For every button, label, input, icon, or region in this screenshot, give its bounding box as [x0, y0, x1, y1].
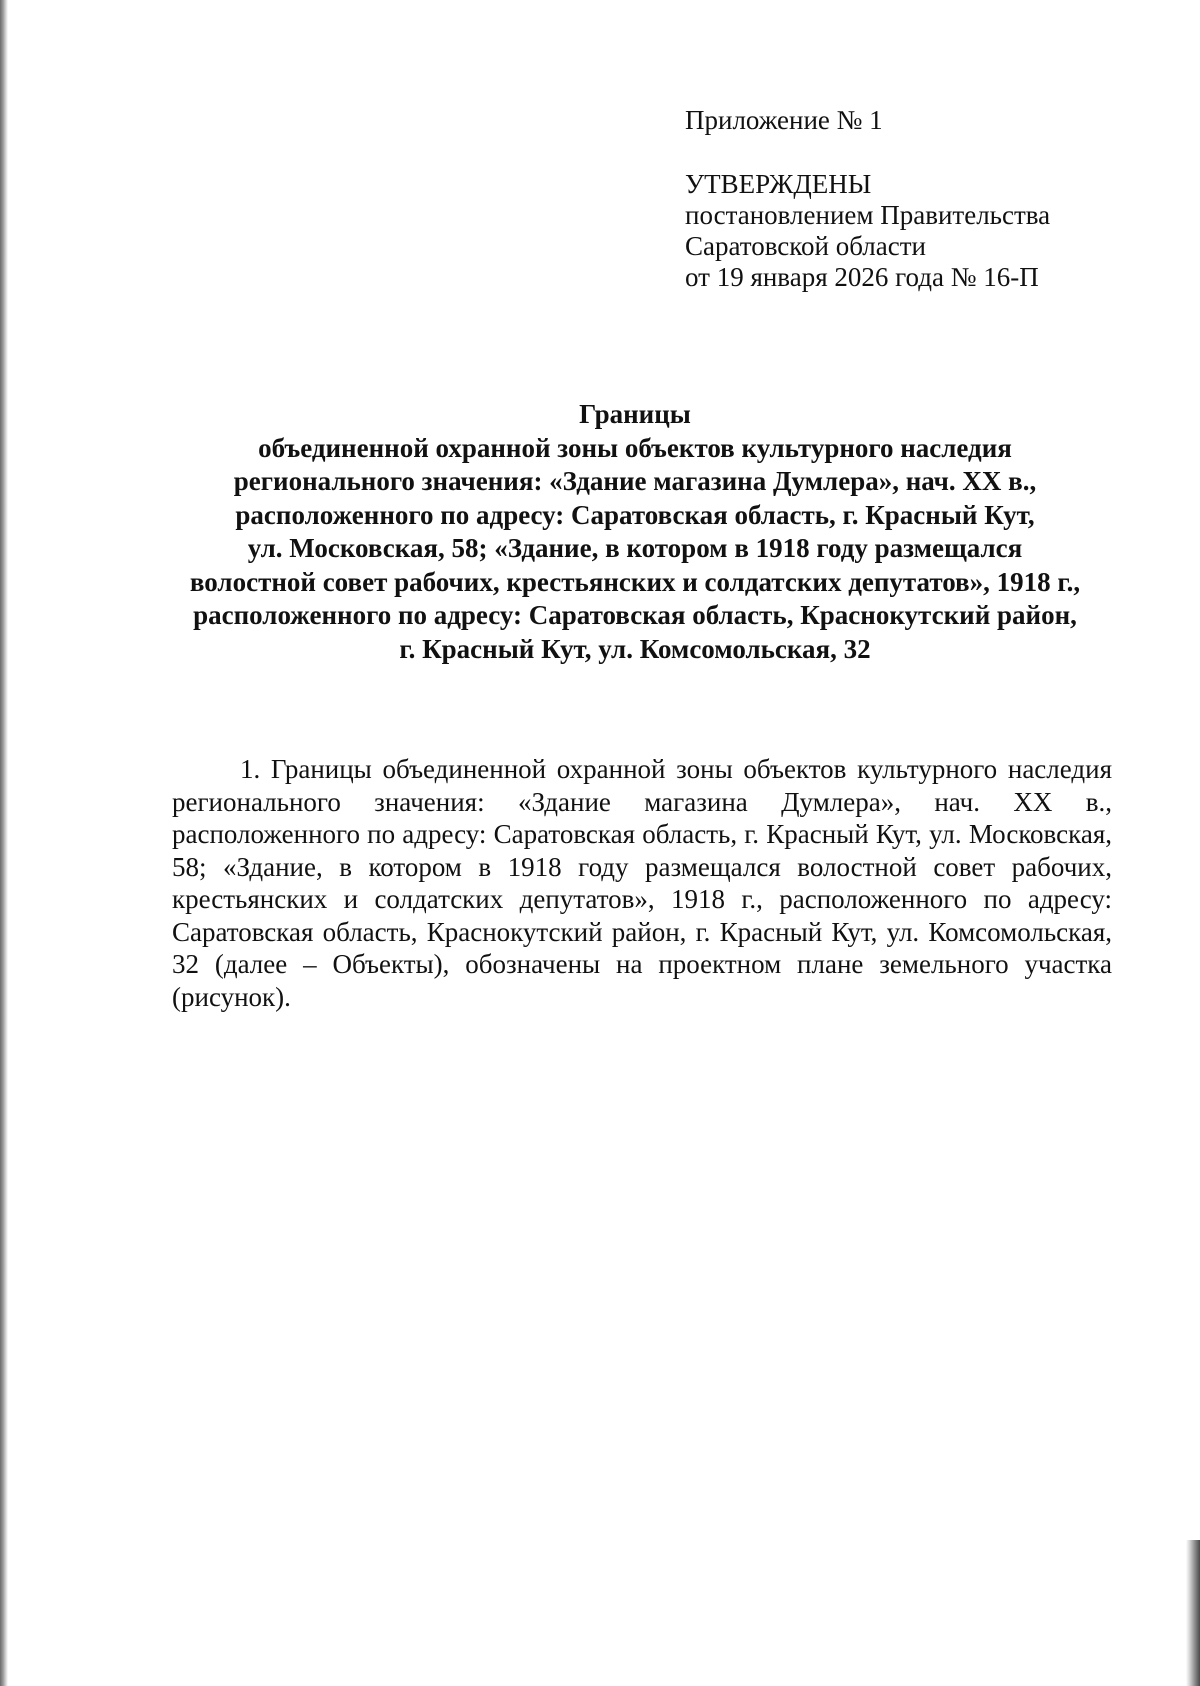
appendix-label: Приложение № 1 — [685, 105, 883, 135]
document-title — [150, 398, 1120, 666]
title-line: ул. Московская, 58; «Здание, в котором в 1918 году размещался — [247, 533, 1023, 563]
approval-block — [685, 105, 1050, 293]
approval-line: постановлением Правительства — [685, 200, 1051, 230]
title-line: регионального значения: «Здание магазина Думлера», нач. XX в., — [233, 466, 1037, 496]
title-line: расположенного по адресу: Саратовская область, Краснокутский район, — [193, 600, 1077, 630]
title-heading: Границы — [579, 399, 691, 429]
title-line: объединенной охранной зоны объектов культурного наследия — [258, 432, 1012, 463]
scan-edge-left — [0, 0, 8, 1686]
title-line: расположенного по адресу: Саратовская область, г. Красный Кут, — [235, 499, 1035, 530]
approved-label: УТВЕРЖДЕНЫ — [685, 169, 872, 199]
title-line: г. Красный Кут, ул. Комсомольская, 32 — [399, 633, 871, 664]
approval-line: Саратовской области — [685, 231, 926, 261]
scan-edge-right — [1186, 1540, 1200, 1686]
approval-date: от 19 января 2026 года № 16-П — [685, 262, 1039, 292]
title-line: волостной совет рабочих, крестьянских и солдатских депутатов», 1918 г., — [189, 566, 1081, 597]
body-paragraph: 1. Границы объединенной охранной зоны объектов культурного наследия регионального значения: «Здание магазина Думлера», нач. XX в., расположенного по адресу: Саратовская область, г. Красный Кут, ул. Московская, 58; «Здание, в котором в 1918 году размещался волостной совет рабочих, крестьянских и солдатских депутатов», 1918 г., расположенного по адресу: Саратовская область, Краснокутский район, г. Красный Кут, ул. Комсомольская, 32 (далее – Объекты), обозначены на проектном плане земельного участка (рисунок). — [172, 754, 1112, 1012]
